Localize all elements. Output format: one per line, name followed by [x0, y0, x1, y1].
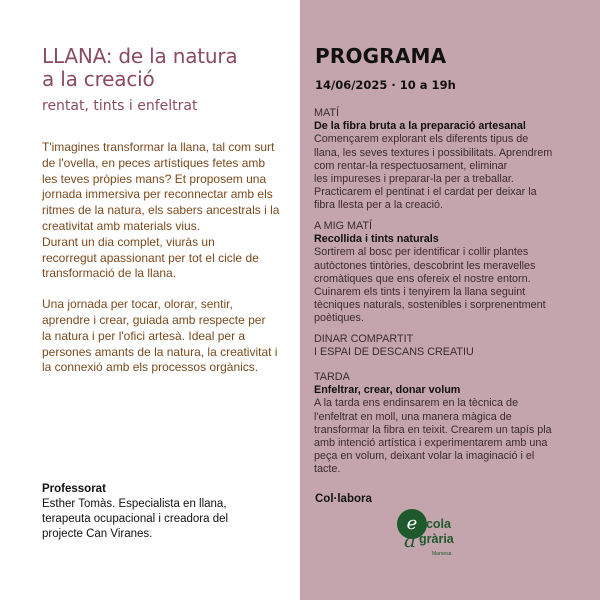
section-heading: DINAR COMPARTIT — [314, 333, 414, 345]
body-line: Practicarem el pentinat i el cardat per deixar la — [314, 186, 537, 199]
section-subheading: Enfeltrar, crear, donar volum — [314, 384, 461, 397]
intro-paragraph-2 — [42, 297, 292, 376]
intro-line: ritmes de la natura, els sabers ancestrals i la — [42, 203, 280, 218]
body-line: llana, les seves textures i possibilitats. Aprendrem — [314, 146, 553, 159]
intro-paragraph-1 — [42, 140, 292, 282]
intro-line: T'imagines transformar la llana, tal com surt — [42, 140, 275, 154]
intro-line: persones amants de la natura, la creativitat i — [42, 344, 278, 359]
body-line: Cuinarem els tints i tenyirem la llana seguint — [314, 286, 526, 299]
body-line: tacte. — [314, 463, 341, 476]
logo-e-glyph: e — [406, 513, 418, 534]
intro-text — [42, 140, 292, 376]
section-mati — [314, 107, 594, 213]
professorat-line: Esther Tomàs. Especialista en llana, — [42, 498, 227, 510]
professorat-label: Professorat — [42, 483, 106, 495]
section-body — [314, 246, 594, 325]
intro-line: la natura i per l'ofici artesà. Ideal per a — [42, 328, 246, 343]
logo-word-1: scola — [419, 517, 451, 531]
title-line-2: a la creació — [42, 67, 155, 91]
escola-agraria-logo — [396, 502, 456, 562]
page-subtitle: rentat, tints i enfeltrat — [42, 98, 198, 114]
intro-line: creativitat amb materials vius. — [42, 218, 201, 233]
section-heading: A MIG MATÍ — [314, 220, 372, 232]
intro-line: Durant un dia complet, viuràs un — [42, 234, 215, 249]
section-tarda — [314, 371, 594, 477]
body-line: Sortirem al bosc per identificar i collir plantes — [314, 246, 529, 259]
intro-line: transformació de la llana. — [42, 266, 177, 281]
title-line-1: LLANA: de la natura — [42, 44, 238, 68]
intro-line: les teves pròpies mans? Et proposem una — [42, 171, 267, 186]
body-line: peça en volum, deixant volar la imaginació i el — [314, 450, 535, 463]
programa-date: 14/06/2025 · 10 a 19h — [315, 78, 456, 92]
intro-line: de l'ovella, en peces artístiques fetes amb — [42, 155, 266, 170]
professorat-line: terapeuta ocupacional i creadora del — [42, 513, 229, 525]
intro-line: aprendre i crear, guiada amb respecte per — [42, 312, 266, 327]
body-line: l'enfeltrat en moll, una manera màgica de — [314, 410, 512, 423]
section-heading: MATÍ — [314, 107, 339, 119]
section-body — [314, 133, 594, 212]
body-line: les impureses i preparar-la per a treballar. — [314, 173, 514, 186]
body-line: cromàtiques que ens ofereix el nostre entorn. — [314, 272, 531, 285]
section-body — [314, 397, 594, 476]
body-line: amb intenció artística i experimentarem amb una — [314, 437, 548, 450]
body-line: tècniques naturals, sostenibles i sorprenentment — [314, 299, 546, 312]
intro-line: Una jornada per tocar, olorar, sentir, — [42, 297, 233, 312]
intro-line: jornada immersiva per reconnectar amb els — [42, 187, 273, 202]
page-title — [42, 45, 292, 91]
colabora-label: Col·labora — [315, 493, 372, 505]
body-line: transformar la fibra en teixit. Crearem un tapís pla — [314, 423, 552, 436]
professorat-line: projecte Can Viranes. — [42, 528, 153, 540]
body-line: autòctones tintòries, descobrint les meravelles — [314, 259, 536, 272]
intro-line: la connexió amb els processos orgànics. — [42, 360, 259, 375]
section-heading: I ESPAI DE DESCANS CREATIU — [314, 346, 474, 359]
section-subheading: De la fibra bruta a la preparació artesanal — [314, 120, 526, 133]
body-line: Començarem explorant els diferents tipus de — [314, 133, 529, 146]
section-subheading: Recollida i tints naturals — [314, 233, 439, 246]
body-line: A la tarda ens endinsarem en la tècnica de — [314, 397, 519, 410]
section-heading: TARDA — [314, 371, 350, 383]
body-line: fibra llesta per a la creació. — [314, 199, 444, 212]
section-mig-mati — [314, 220, 594, 326]
professorat-block — [42, 482, 292, 542]
logo-place: Manresa — [432, 551, 452, 557]
body-line: poètiques. — [314, 312, 364, 325]
programa-title: PROGRAMA — [315, 44, 447, 68]
body-line: com rentar-la respectuosament, eliminar — [314, 159, 508, 172]
logo-a-glyph: a — [404, 528, 416, 552]
intro-line: recorregut apassionant per tot el cicle de — [42, 250, 259, 265]
logo-word-2: grària — [419, 532, 454, 546]
section-dinar — [314, 333, 594, 359]
